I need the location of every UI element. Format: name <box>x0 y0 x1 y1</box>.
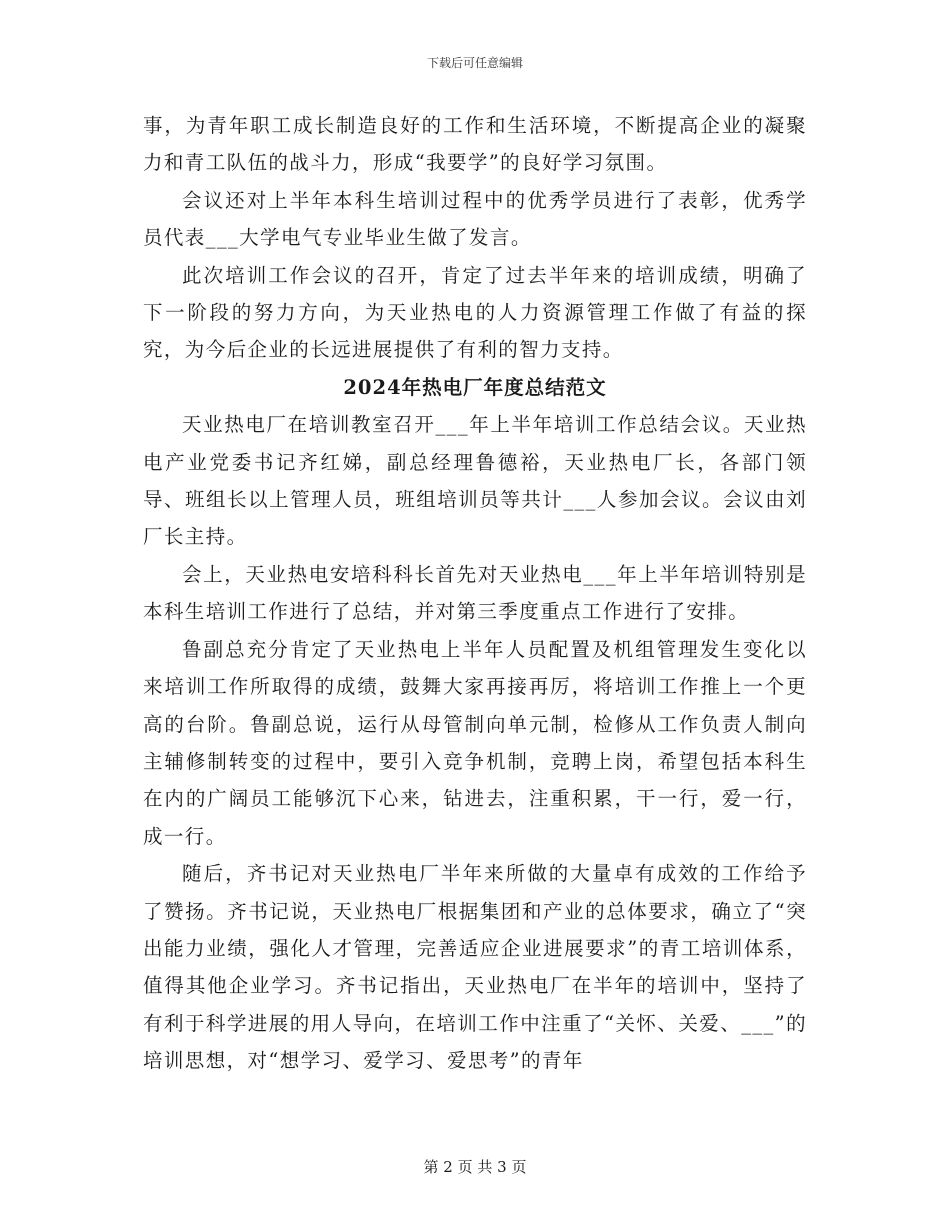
paragraph: 会议还对上半年本科生培训过程中的优秀学员进行了表彰，优秀学员代表___大学电气专业毕业生做了发言。 <box>143 188 807 250</box>
page-header-note: 下载后可任意编辑 <box>426 56 523 70</box>
paragraph: 鲁副总充分肯定了天业热电上半年人员配置及机组管理发生变化以来培训工作所取得的成绩，鼓舞大家再接再厉，将培训工作推上一个更高的台阶。鲁副总说，运行从母管制向单元制，检修从工作负责人制向主辅修制转变的过程中，要引入竞争机制，竞聘上岗，希望包括本科生在内的广阔员工能够沉下心来，钻进去，注重积累，干一行，爱一行，成一行。 <box>143 637 807 848</box>
paragraph: 会上，天业热电安培科科长首先对天业热电___年上半年培训特别是本科生培训工作进行了总结，并对第三季度重点工作进行了安排。 <box>143 562 807 624</box>
paragraph: 此次培训工作会议的召开，肯定了过去半年来的培训成绩，明确了下一阶段的努力方向，为天业热电的人力资源管理工作做了有益的探究，为今后企业的长远进展提供了有利的智力支持。 <box>143 263 807 362</box>
document-body <box>143 107 807 1080</box>
paragraph: 事，为青年职工成长制造良好的工作和生活环境，不断提高企业的凝聚力和青工队伍的战斗力，形成“我要学”的良好学习氛围。 <box>143 114 807 175</box>
page-number: 第 2 页 共 3 页 <box>423 1158 527 1176</box>
section-title: 2024年热电厂年度总结范文 <box>343 375 607 399</box>
paragraph: 天业热电厂在培训教室召开___年上半年培训工作总结会议。天业热电产业党委书记齐红娣，副总经理鲁德裕，天业热电厂长，各部门领导、班组长以上管理人员，班组培训员等共计___人参加会议。会议由刘厂长主持。 <box>143 413 807 549</box>
paragraph: 随后，齐书记对天业热电厂半年来所做的大量卓有成效的工作给予了赞扬。齐书记说，天业热电厂根据集团和产业的总体要求，确立了“突出能力业绩，强化人才管理，完善适应企业进展要求”的青工培训体系，值得其他企业学习。齐书记指出，天业热电厂在半年的培训中，坚持了有利于科学进展的用人导向，在培训工作中注重了“关怀、关爱、___”的培训思想，对“想学习、爱学习、爱思考”的青年 <box>143 862 807 1073</box>
